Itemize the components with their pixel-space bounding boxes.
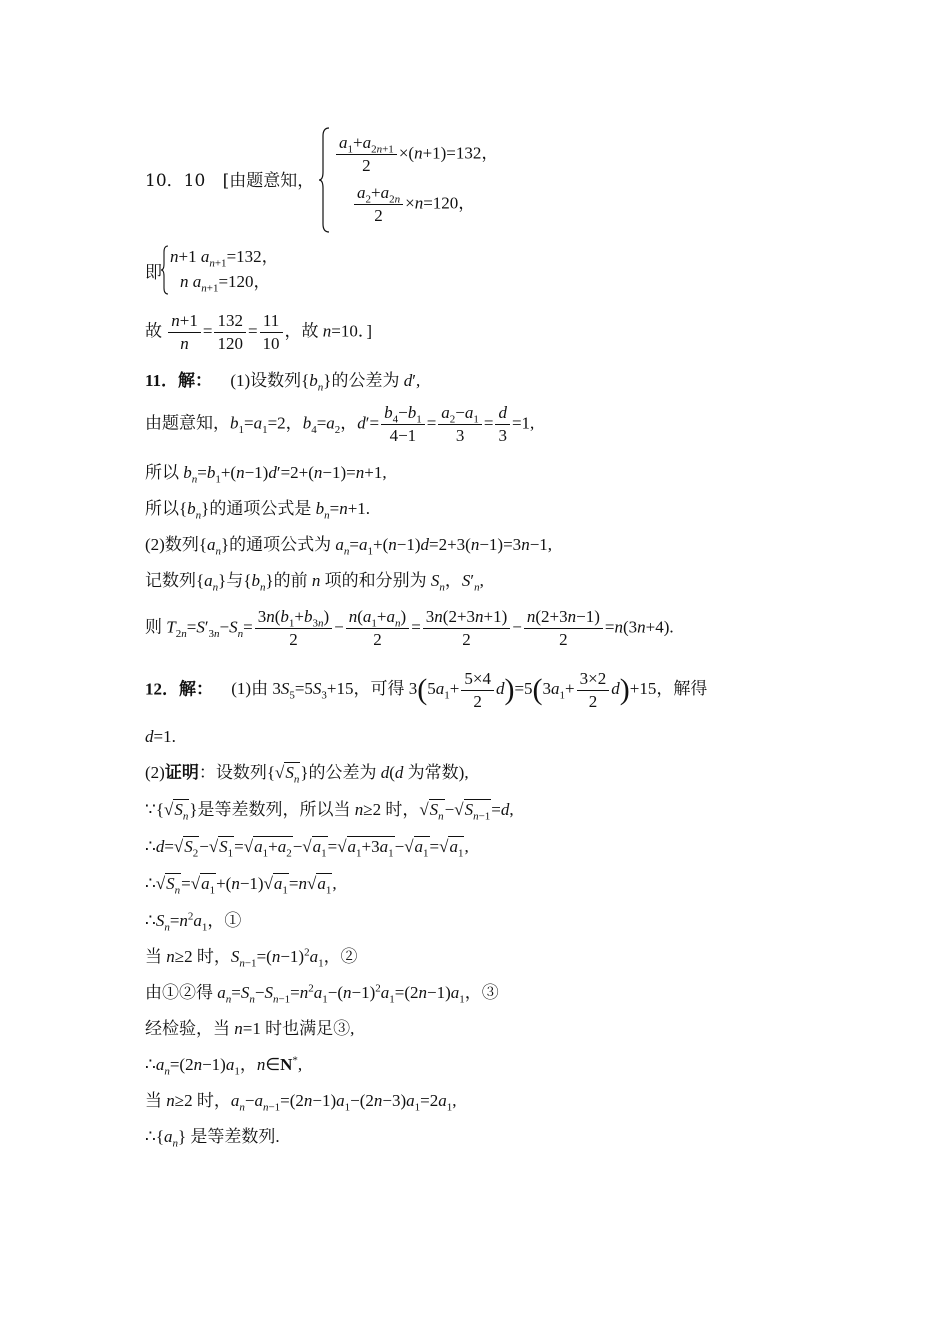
p12-line10: 经检验，当 n=1 时也满足③, [145, 1019, 355, 1038]
p12-line1: 12．解： (1)由 $3S_5=5S_3+15$，可得 $3(5a_1+$ $\frac{5\times 4}{2}$ $d)=5(3a_1+$ $\frac{3\times 2}{2}$ d)+15，解得 [145, 669, 708, 711]
p12-line4: $\because\{√S_n\}$是等差数列，所以当 n≥2 时，$√S_n-√S_{n-1}=d$, [145, 800, 514, 823]
p12-line11: $\therefore a_n=(2n-1)a_1$，n∈N*, [145, 1054, 303, 1078]
p10-sys1-line2: $\frac{a_2+a_{2n}}{2}$ ×n=120， [352, 182, 475, 227]
p12-line7: $\therefore S_n=n^2a_1$，① [145, 910, 242, 934]
p11-line5: (2)数列$\{a_n\}$的通项公式为 $a_n=a_1+(n-1)d=2+3(n-1)=3n-1$, [145, 535, 553, 558]
p12-line5: $\therefore d=√S_2-√S_1=√a_1+a_2-√a_1=√a_1+3a_1-√a_1=√a_1$, [145, 837, 469, 860]
p10-sys1-line1: $\frac{a_1+a_{2n+1}}{2}$ ×(n+1)=132， [334, 132, 498, 177]
p10-sys2-line2: n $a_{n+1}=120$， [180, 272, 271, 295]
p11-line1: 11．解： (1)设数列$\{b_n\}$的公差为 d′, [145, 371, 421, 394]
p12-line8: 当 n≥2 时，$S_{n-1}=(n-1)^2a_1$，② [145, 946, 358, 970]
p11-line3: 所以 $b_n=b_1+(n-1)d'=2+(n-1)=n+1$, [145, 463, 387, 486]
p11-label: 11．解： [145, 371, 213, 390]
p10-sys2-line1: n+1 $a_{n+1}=132$， [170, 247, 279, 270]
p10-brace-1 [318, 126, 332, 234]
p10-conclusion: 故 $\frac{n+1}{n}$ = $\frac{132}{120}$ = $\frac{11}{10}$ ，故 n=10．] [145, 311, 373, 353]
p11-line2: 由题意知，$b_1=a_1=2$，$b_4=a_2$，d′= $\frac{b_4-b_1}{4-1}$ = $\frac{a_2-a_1}{3}$ = $\frac{d}{3}$ =1, [145, 403, 535, 445]
p12-line9: 由①②得 $a_n=S_n-S_{n-1}=n^2a_1-(n-1)^2a_1=(2n-1)a_1$，③ [145, 982, 499, 1006]
p12-line6: $\therefore√S_n=√a_1+(n-1)√a_1=n√a_1$, [145, 874, 337, 897]
p10-header [145, 170, 314, 192]
p11-line7: 则 $T_{2n}=S'_{3n}-S_n=$ $\frac{3n(b_1+b_{3n})}{2}$ − $\frac{n(a_1+a_n)}{2}$ = $\frac{3n(2+3n+1)}{2}$ − $\frac{n(2+3n-1)}{2}$ =n(3n+4). [145, 607, 674, 649]
p11-line6: 记数列$\{a_n\}$与$\{b_n\}$的前 n 项的和分别为 $S_n$，$S'_n$, [145, 571, 484, 594]
p10-brace-2 [160, 244, 170, 296]
p12-line12: 当 n≥2 时，$a_n-a_{n-1}=(2n-1)a_1-(2n-3)a_1=2a_1$, [145, 1091, 457, 1114]
p10-label: 10．10 [145, 171, 206, 191]
p11-line4: 所以$\{b_n\}$的通项公式是 $b_n=n+1$. [145, 499, 371, 522]
p10-ji: 即 [145, 263, 162, 283]
p12-line13: $\therefore\{a_n\}$ 是等差数列. [145, 1127, 280, 1150]
p12-line3: (2)证明：设数列$\{√S_n\}$的公差为 d(d 为常数), [145, 763, 469, 786]
p12-label: 12．解： [145, 679, 213, 699]
p10-intro: [由题意知， [222, 171, 315, 191]
p12-line2: d=1. [145, 727, 176, 746]
